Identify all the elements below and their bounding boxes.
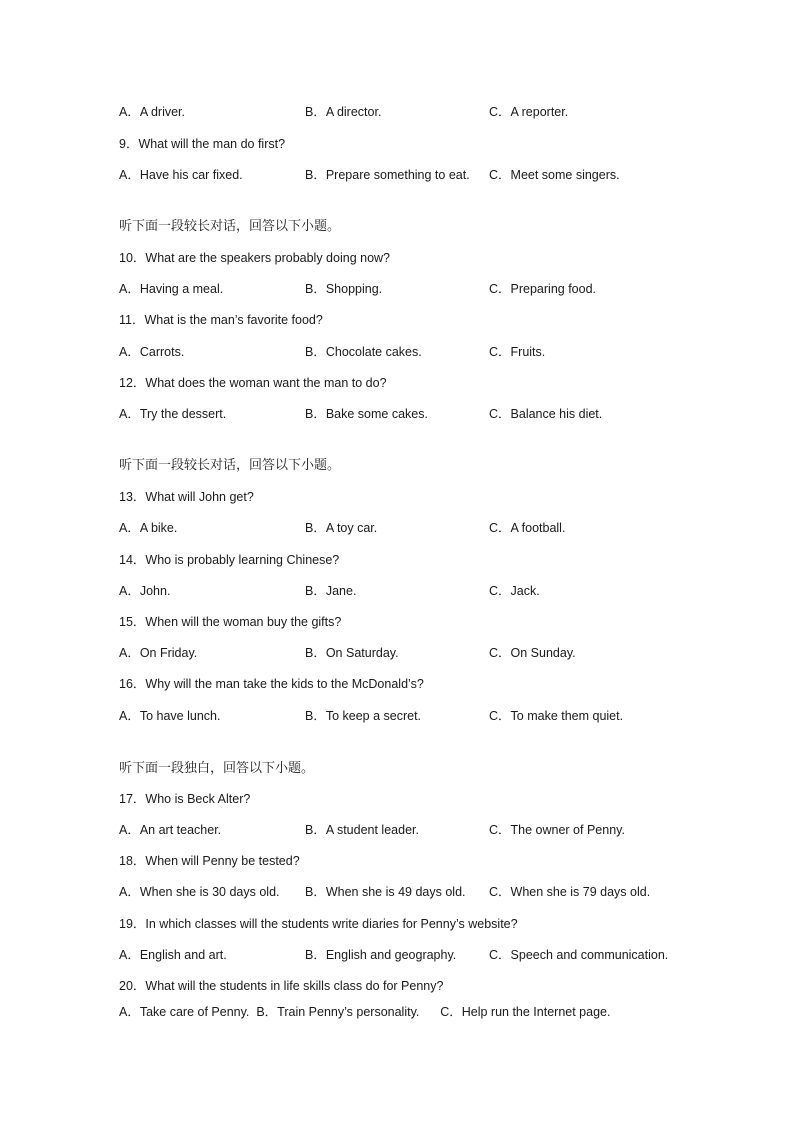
option-b: B．Bake some cakes.	[305, 407, 428, 421]
option-b: B．Prepare something to eat.	[305, 168, 470, 182]
option-a: A．A bike.	[119, 521, 178, 535]
question-text: 19．In which classes will the students write diaries for Penny’s website?	[119, 917, 518, 931]
answer-options-inline: A．Take care of Penny. B．Train Penny’s personality. C．Help run the Internet page.	[119, 1005, 611, 1019]
option-c: C．Speech and communication.	[489, 948, 669, 962]
option-b: B．When she is 49 days old.	[305, 885, 466, 899]
option-a: A．Having a meal.	[119, 282, 224, 296]
option-b: B．Jane.	[305, 584, 357, 598]
question-text: 20．What will the students in life skills class do for Penny?	[119, 979, 444, 993]
option-c: C．To make them quiet.	[489, 709, 624, 723]
option-b: B．A director.	[305, 105, 382, 119]
question-text: 16．Why will the man take the kids to the McDonald’s?	[119, 677, 424, 691]
question-text: 18．When will Penny be tested?	[119, 854, 300, 868]
question-text: 10．What are the speakers probably doing now?	[119, 251, 390, 265]
option-c: C．Fruits.	[489, 345, 546, 359]
option-a: A．English and art.	[119, 948, 227, 962]
option-b: B．Chocolate cakes.	[305, 345, 422, 359]
option-b: B．Shopping.	[305, 282, 383, 296]
option-b: B．A toy car.	[305, 521, 378, 535]
option-b: B．A student leader.	[305, 823, 419, 837]
option-c: C．Balance his diet.	[489, 407, 603, 421]
option-c: C．A football.	[489, 521, 566, 535]
option-a: A．On Friday.	[119, 646, 198, 660]
question-text: 14．Who is probably learning Chinese?	[119, 553, 340, 567]
option-c: C．On Sunday.	[489, 646, 576, 660]
option-a: A．Carrots.	[119, 345, 185, 359]
option-a: A．When she is 30 days old.	[119, 885, 280, 899]
option-b: B．To keep a secret.	[305, 709, 422, 723]
question-text: 12．What does the woman want the man to do?	[119, 376, 387, 390]
question-text: 11．What is the man’s favorite food?	[119, 313, 323, 327]
question-text: 9．What will the man do first?	[119, 137, 286, 151]
option-b: B．English and geography.	[305, 948, 457, 962]
option-c: C．Preparing food.	[489, 282, 597, 296]
question-text: 13．What will John get?	[119, 490, 254, 504]
option-a: A．Try the dessert.	[119, 407, 227, 421]
option-a: A．A driver.	[119, 105, 185, 119]
option-a: A．An art teacher.	[119, 823, 222, 837]
option-a: A．John.	[119, 584, 171, 598]
option-c: C．A reporter.	[489, 105, 569, 119]
option-c: C．Meet some singers.	[489, 168, 620, 182]
question-text: 15．When will the woman buy the gifts?	[119, 615, 342, 629]
section-header: 听下面一段较长对话，回答以下小题。	[119, 218, 341, 233]
option-a: A．Have his car fixed.	[119, 168, 243, 182]
section-header: 听下面一段较长对话，回答以下小题。	[119, 457, 341, 472]
section-header: 听下面一段独白，回答以下小题。	[119, 760, 315, 775]
option-c: C．The owner of Penny.	[489, 823, 625, 837]
option-c: C．Jack.	[489, 584, 540, 598]
option-c: C．When she is 79 days old.	[489, 885, 651, 899]
option-b: B．On Saturday.	[305, 646, 399, 660]
option-a: A．To have lunch.	[119, 709, 221, 723]
question-text: 17．Who is Beck Alter?	[119, 792, 251, 806]
